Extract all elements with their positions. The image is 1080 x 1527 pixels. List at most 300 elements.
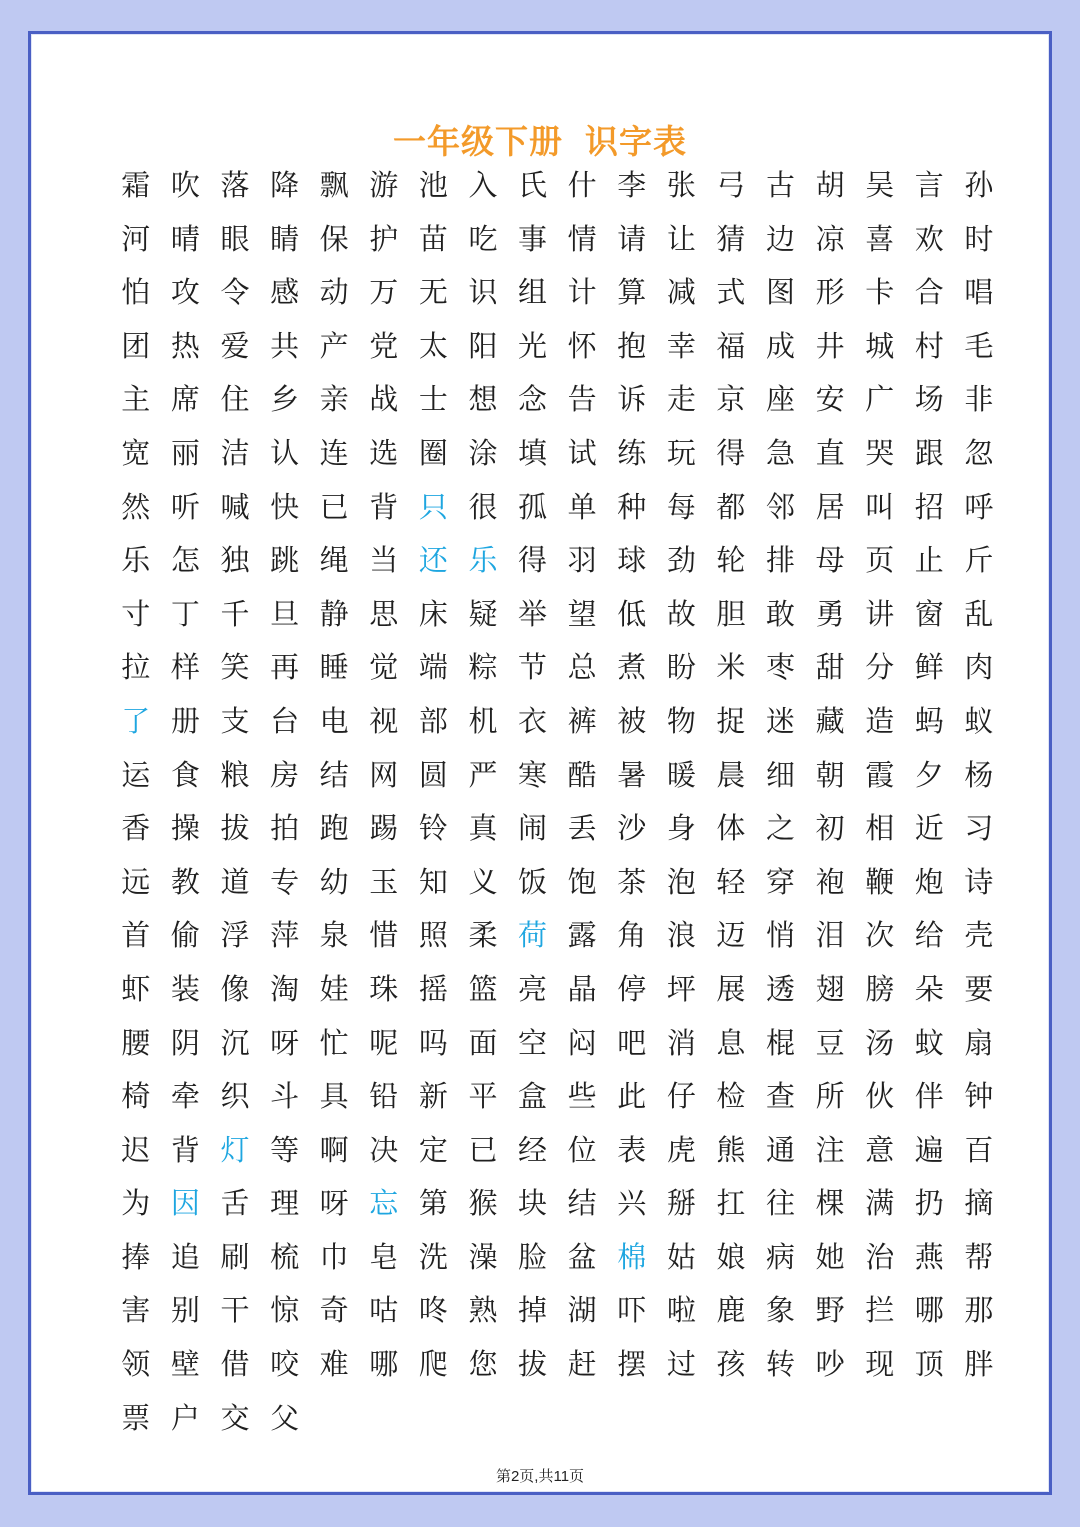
character: 苗 <box>418 221 448 256</box>
character: 视 <box>369 703 399 738</box>
character: 劲 <box>666 543 696 578</box>
character: 井 <box>815 328 845 363</box>
character: 哪 <box>914 1293 944 1328</box>
character: 掉 <box>518 1293 548 1328</box>
character: 娃 <box>319 971 349 1006</box>
character: 转 <box>766 1347 796 1382</box>
character: 球 <box>617 543 647 578</box>
character: 拦 <box>865 1293 895 1328</box>
character: 爬 <box>418 1347 448 1382</box>
character: 叫 <box>865 489 895 524</box>
character: 票 <box>121 1400 151 1435</box>
character: 丽 <box>170 435 200 470</box>
character: 洁 <box>220 435 250 470</box>
character: 您 <box>468 1347 498 1382</box>
character: 排 <box>766 543 796 578</box>
character: 主 <box>121 382 151 417</box>
character: 亲 <box>319 382 349 417</box>
character: 斤 <box>964 543 994 578</box>
character: 所 <box>815 1079 845 1114</box>
character: 捉 <box>716 703 746 738</box>
character: 战 <box>369 382 399 417</box>
character: 消 <box>666 1025 696 1060</box>
character: 藏 <box>815 703 845 738</box>
character: 请 <box>617 221 647 256</box>
character: 吴 <box>865 168 895 202</box>
character: 忽 <box>964 435 994 470</box>
character: 干 <box>220 1293 250 1328</box>
character: 泉 <box>319 918 349 953</box>
character: 此 <box>617 1079 647 1114</box>
character: 组 <box>518 275 548 310</box>
character: 令 <box>220 275 250 310</box>
character: 爱 <box>220 328 250 363</box>
highlighted-character: 灯 <box>220 1132 250 1167</box>
character: 仔 <box>666 1079 696 1114</box>
character: 棍 <box>766 1025 796 1060</box>
character: 娘 <box>716 1239 746 1274</box>
highlighted-character: 了 <box>121 703 151 738</box>
character: 装 <box>170 971 200 1006</box>
character: 胆 <box>716 596 746 631</box>
character: 她 <box>815 1239 845 1274</box>
character: 居 <box>815 489 845 524</box>
character: 时 <box>964 221 994 256</box>
page-footer: 第2页,共11页 <box>495 1468 585 1485</box>
character: 计 <box>567 275 597 310</box>
character: 杨 <box>964 757 994 792</box>
character: 福 <box>716 328 746 363</box>
character: 疑 <box>468 596 498 631</box>
character: 等 <box>270 1132 300 1167</box>
character: 户 <box>170 1400 200 1435</box>
character: 珠 <box>369 971 399 1006</box>
character: 父 <box>270 1400 300 1435</box>
character: 炮 <box>914 864 944 899</box>
character: 近 <box>914 811 944 846</box>
character: 直 <box>815 435 845 470</box>
character: 顶 <box>914 1347 944 1382</box>
character: 煮 <box>617 650 647 685</box>
character: 虾 <box>121 971 151 1006</box>
character: 拔 <box>518 1347 548 1382</box>
character: 第 <box>418 1186 448 1221</box>
character: 床 <box>418 596 448 631</box>
character: 晴 <box>170 221 200 256</box>
character: 河 <box>121 221 151 256</box>
character: 让 <box>666 221 696 256</box>
character: 铅 <box>369 1079 399 1114</box>
character: 过 <box>666 1347 696 1382</box>
document-page <box>28 31 1052 1495</box>
character: 幸 <box>666 328 696 363</box>
character: 棵 <box>815 1186 845 1221</box>
character: 脸 <box>518 1239 548 1274</box>
character: 习 <box>964 811 994 846</box>
character: 很 <box>468 489 498 524</box>
character: 鞭 <box>865 864 895 899</box>
title-table: 识字表 <box>585 122 687 161</box>
character: 甜 <box>815 650 845 685</box>
character: 道 <box>220 864 250 899</box>
character: 往 <box>766 1186 796 1221</box>
character: 试 <box>567 435 597 470</box>
character: 成 <box>766 328 796 363</box>
character: 千 <box>220 596 250 631</box>
character: 野 <box>815 1293 845 1328</box>
character: 团 <box>121 328 151 363</box>
character: 洗 <box>418 1239 448 1274</box>
character: 检 <box>716 1079 746 1114</box>
character: 座 <box>766 382 796 417</box>
character: 铃 <box>418 811 448 846</box>
character: 兴 <box>617 1186 647 1221</box>
character: 玉 <box>369 864 399 899</box>
character: 快 <box>270 489 300 524</box>
character: 言 <box>914 168 944 202</box>
character: 听 <box>170 489 200 524</box>
character: 吓 <box>617 1293 647 1328</box>
character: 空 <box>518 1025 548 1060</box>
character: 停 <box>617 971 647 1006</box>
character: 支 <box>220 703 250 738</box>
character: 惊 <box>270 1293 300 1328</box>
character: 党 <box>369 328 399 363</box>
character: 告 <box>567 382 597 417</box>
character: 咚 <box>418 1293 448 1328</box>
character: 首 <box>121 918 151 953</box>
character: 奇 <box>319 1293 349 1328</box>
character: 吹 <box>170 168 200 202</box>
character: 寸 <box>121 596 151 631</box>
character: 姑 <box>666 1239 696 1274</box>
character: 诉 <box>617 382 647 417</box>
character: 教 <box>170 864 200 899</box>
character: 呀 <box>270 1025 300 1060</box>
character: 泡 <box>666 864 696 899</box>
character: 落 <box>220 168 250 202</box>
character: 米 <box>716 650 746 685</box>
character: 减 <box>666 275 696 310</box>
character: 象 <box>766 1293 796 1328</box>
character: 勇 <box>815 596 845 631</box>
character: 摇 <box>418 971 448 1006</box>
character: 晶 <box>567 971 597 1006</box>
character: 熟 <box>468 1293 498 1328</box>
character: 部 <box>418 703 448 738</box>
character: 入 <box>468 168 498 202</box>
character: 降 <box>270 168 300 202</box>
character: 斗 <box>270 1079 300 1114</box>
character: 巾 <box>319 1239 349 1274</box>
character: 平 <box>468 1079 498 1114</box>
character: 住 <box>220 382 250 417</box>
character: 柔 <box>468 918 498 953</box>
character: 悄 <box>766 918 796 953</box>
character: 病 <box>766 1239 796 1274</box>
character: 朵 <box>914 971 944 1006</box>
character: 拍 <box>270 811 300 846</box>
character: 跳 <box>270 543 300 578</box>
character: 治 <box>865 1239 895 1274</box>
character: 吵 <box>815 1347 845 1382</box>
character: 唱 <box>964 275 994 310</box>
character: 定 <box>418 1132 448 1167</box>
character: 拔 <box>220 811 250 846</box>
character: 伙 <box>865 1079 895 1114</box>
character: 运 <box>121 757 151 792</box>
character: 鹿 <box>716 1293 746 1328</box>
character: 帮 <box>964 1239 994 1274</box>
character: 氏 <box>518 168 548 202</box>
character: 鲜 <box>914 650 944 685</box>
character: 被 <box>617 703 647 738</box>
character: 抱 <box>617 328 647 363</box>
character: 阳 <box>468 328 498 363</box>
character: 什 <box>567 168 597 202</box>
character: 具 <box>319 1079 349 1114</box>
character: 坪 <box>666 971 696 1006</box>
character: 追 <box>170 1239 200 1274</box>
character: 蚊 <box>914 1025 944 1060</box>
character: 织 <box>220 1079 250 1114</box>
title-grade: 一年级下册 <box>393 122 563 161</box>
character: 豆 <box>815 1025 845 1060</box>
character: 块 <box>518 1186 548 1221</box>
character: 凉 <box>815 221 845 256</box>
character: 单 <box>567 489 597 524</box>
character: 赶 <box>567 1347 597 1382</box>
character: 意 <box>865 1132 895 1167</box>
character: 啊 <box>319 1132 349 1167</box>
character: 丢 <box>567 811 597 846</box>
character: 毛 <box>964 328 994 363</box>
character: 独 <box>220 543 250 578</box>
character: 梳 <box>270 1239 300 1274</box>
character: 饱 <box>567 864 597 899</box>
character: 裤 <box>567 703 597 738</box>
character: 电 <box>319 703 349 738</box>
character: 喜 <box>865 221 895 256</box>
character: 踢 <box>369 811 399 846</box>
character: 母 <box>815 543 845 578</box>
character: 场 <box>914 382 944 417</box>
highlighted-character: 还 <box>418 543 448 578</box>
character: 泪 <box>815 918 845 953</box>
character: 表 <box>617 1132 647 1167</box>
character: 阴 <box>170 1025 200 1060</box>
character: 图 <box>766 275 796 310</box>
character: 无 <box>418 275 448 310</box>
character: 城 <box>865 328 895 363</box>
character: 钟 <box>964 1079 994 1114</box>
character: 照 <box>418 918 448 953</box>
character: 要 <box>964 971 994 1006</box>
character: 急 <box>766 435 796 470</box>
character: 窗 <box>914 596 944 631</box>
character: 扔 <box>914 1186 944 1221</box>
character: 蚂 <box>914 703 944 738</box>
character: 得 <box>518 543 548 578</box>
character: 然 <box>121 489 151 524</box>
character: 肉 <box>964 650 994 685</box>
character: 背 <box>170 1132 200 1167</box>
character: 位 <box>567 1132 597 1167</box>
character: 角 <box>617 918 647 953</box>
character: 膀 <box>865 971 895 1006</box>
character: 连 <box>319 435 349 470</box>
character: 展 <box>716 971 746 1006</box>
character: 酷 <box>567 757 597 792</box>
character: 为 <box>121 1186 151 1221</box>
character: 闹 <box>518 811 548 846</box>
character: 乡 <box>270 382 300 417</box>
character: 机 <box>468 703 498 738</box>
character: 诗 <box>964 864 994 899</box>
character: 害 <box>121 1293 151 1328</box>
character: 衣 <box>518 703 548 738</box>
character: 台 <box>270 703 300 738</box>
character: 跟 <box>914 435 944 470</box>
character: 严 <box>468 757 498 792</box>
character: 房 <box>270 757 300 792</box>
character: 迈 <box>716 918 746 953</box>
character: 决 <box>369 1132 399 1167</box>
character: 次 <box>865 918 895 953</box>
character: 夕 <box>914 757 944 792</box>
character: 透 <box>766 971 796 1006</box>
character-grid <box>111 159 994 1445</box>
character: 睛 <box>270 221 300 256</box>
character: 之 <box>766 811 796 846</box>
character: 感 <box>270 275 300 310</box>
page-title <box>31 116 1049 163</box>
character: 都 <box>716 489 746 524</box>
character: 穿 <box>766 864 796 899</box>
character: 现 <box>865 1347 895 1382</box>
character: 共 <box>270 328 300 363</box>
highlighted-character: 忘 <box>369 1186 399 1221</box>
character: 喊 <box>220 489 250 524</box>
character: 怀 <box>567 328 597 363</box>
character: 经 <box>518 1132 548 1167</box>
character: 面 <box>468 1025 498 1060</box>
character: 交 <box>220 1400 250 1435</box>
character: 觉 <box>369 650 399 685</box>
character: 乱 <box>964 596 994 631</box>
character: 产 <box>319 328 349 363</box>
character: 孩 <box>716 1347 746 1382</box>
character: 萍 <box>270 918 300 953</box>
character: 舌 <box>220 1186 250 1221</box>
character: 初 <box>815 811 845 846</box>
character: 蚁 <box>964 703 994 738</box>
character: 汤 <box>865 1025 895 1060</box>
character: 暑 <box>617 757 647 792</box>
character: 欢 <box>914 221 944 256</box>
character: 呼 <box>964 489 994 524</box>
character: 胖 <box>964 1347 994 1382</box>
character: 古 <box>766 168 796 202</box>
character: 闷 <box>567 1025 597 1060</box>
character: 远 <box>121 864 151 899</box>
character: 非 <box>964 382 994 417</box>
character: 孤 <box>518 489 548 524</box>
character: 查 <box>766 1079 796 1114</box>
character: 沙 <box>617 811 647 846</box>
character: 怎 <box>170 543 200 578</box>
character: 浮 <box>220 918 250 953</box>
character: 村 <box>914 328 944 363</box>
character: 掰 <box>666 1186 696 1221</box>
character: 息 <box>716 1025 746 1060</box>
character: 怕 <box>121 275 151 310</box>
character: 饭 <box>518 864 548 899</box>
character: 造 <box>865 703 895 738</box>
character: 攻 <box>170 275 200 310</box>
character: 静 <box>319 596 349 631</box>
highlighted-character: 因 <box>170 1186 200 1221</box>
character: 京 <box>716 382 746 417</box>
character: 样 <box>170 650 200 685</box>
character: 粽 <box>468 650 498 685</box>
character: 低 <box>617 596 647 631</box>
character: 已 <box>468 1132 498 1167</box>
highlighted-character: 只 <box>418 489 448 524</box>
character: 迷 <box>766 703 796 738</box>
character: 寒 <box>518 757 548 792</box>
character: 练 <box>617 435 647 470</box>
character: 霜 <box>121 168 151 202</box>
character: 张 <box>666 168 696 202</box>
character: 得 <box>716 435 746 470</box>
character: 注 <box>815 1132 845 1167</box>
character: 胡 <box>815 168 845 202</box>
character: 形 <box>815 275 845 310</box>
character: 皂 <box>369 1239 399 1274</box>
character: 认 <box>270 435 300 470</box>
character: 呢 <box>369 1025 399 1060</box>
character: 遍 <box>914 1132 944 1167</box>
character: 别 <box>170 1293 200 1328</box>
character: 咕 <box>369 1293 399 1328</box>
character: 已 <box>319 489 349 524</box>
character: 丁 <box>170 596 200 631</box>
character: 专 <box>270 864 300 899</box>
character: 绳 <box>319 543 349 578</box>
character: 万 <box>369 275 399 310</box>
character: 游 <box>369 168 399 202</box>
character: 池 <box>418 168 448 202</box>
character: 湖 <box>567 1293 597 1328</box>
character: 合 <box>914 275 944 310</box>
character: 捧 <box>121 1239 151 1274</box>
character: 伴 <box>914 1079 944 1114</box>
character: 盆 <box>567 1239 597 1274</box>
character: 义 <box>468 864 498 899</box>
character: 盒 <box>518 1079 548 1114</box>
character: 熊 <box>716 1132 746 1167</box>
character: 笑 <box>220 650 250 685</box>
character: 当 <box>369 543 399 578</box>
character: 算 <box>617 275 647 310</box>
character: 幼 <box>319 864 349 899</box>
character: 新 <box>418 1079 448 1114</box>
character: 安 <box>815 382 845 417</box>
character: 体 <box>716 811 746 846</box>
character: 式 <box>716 275 746 310</box>
character: 燕 <box>914 1239 944 1274</box>
